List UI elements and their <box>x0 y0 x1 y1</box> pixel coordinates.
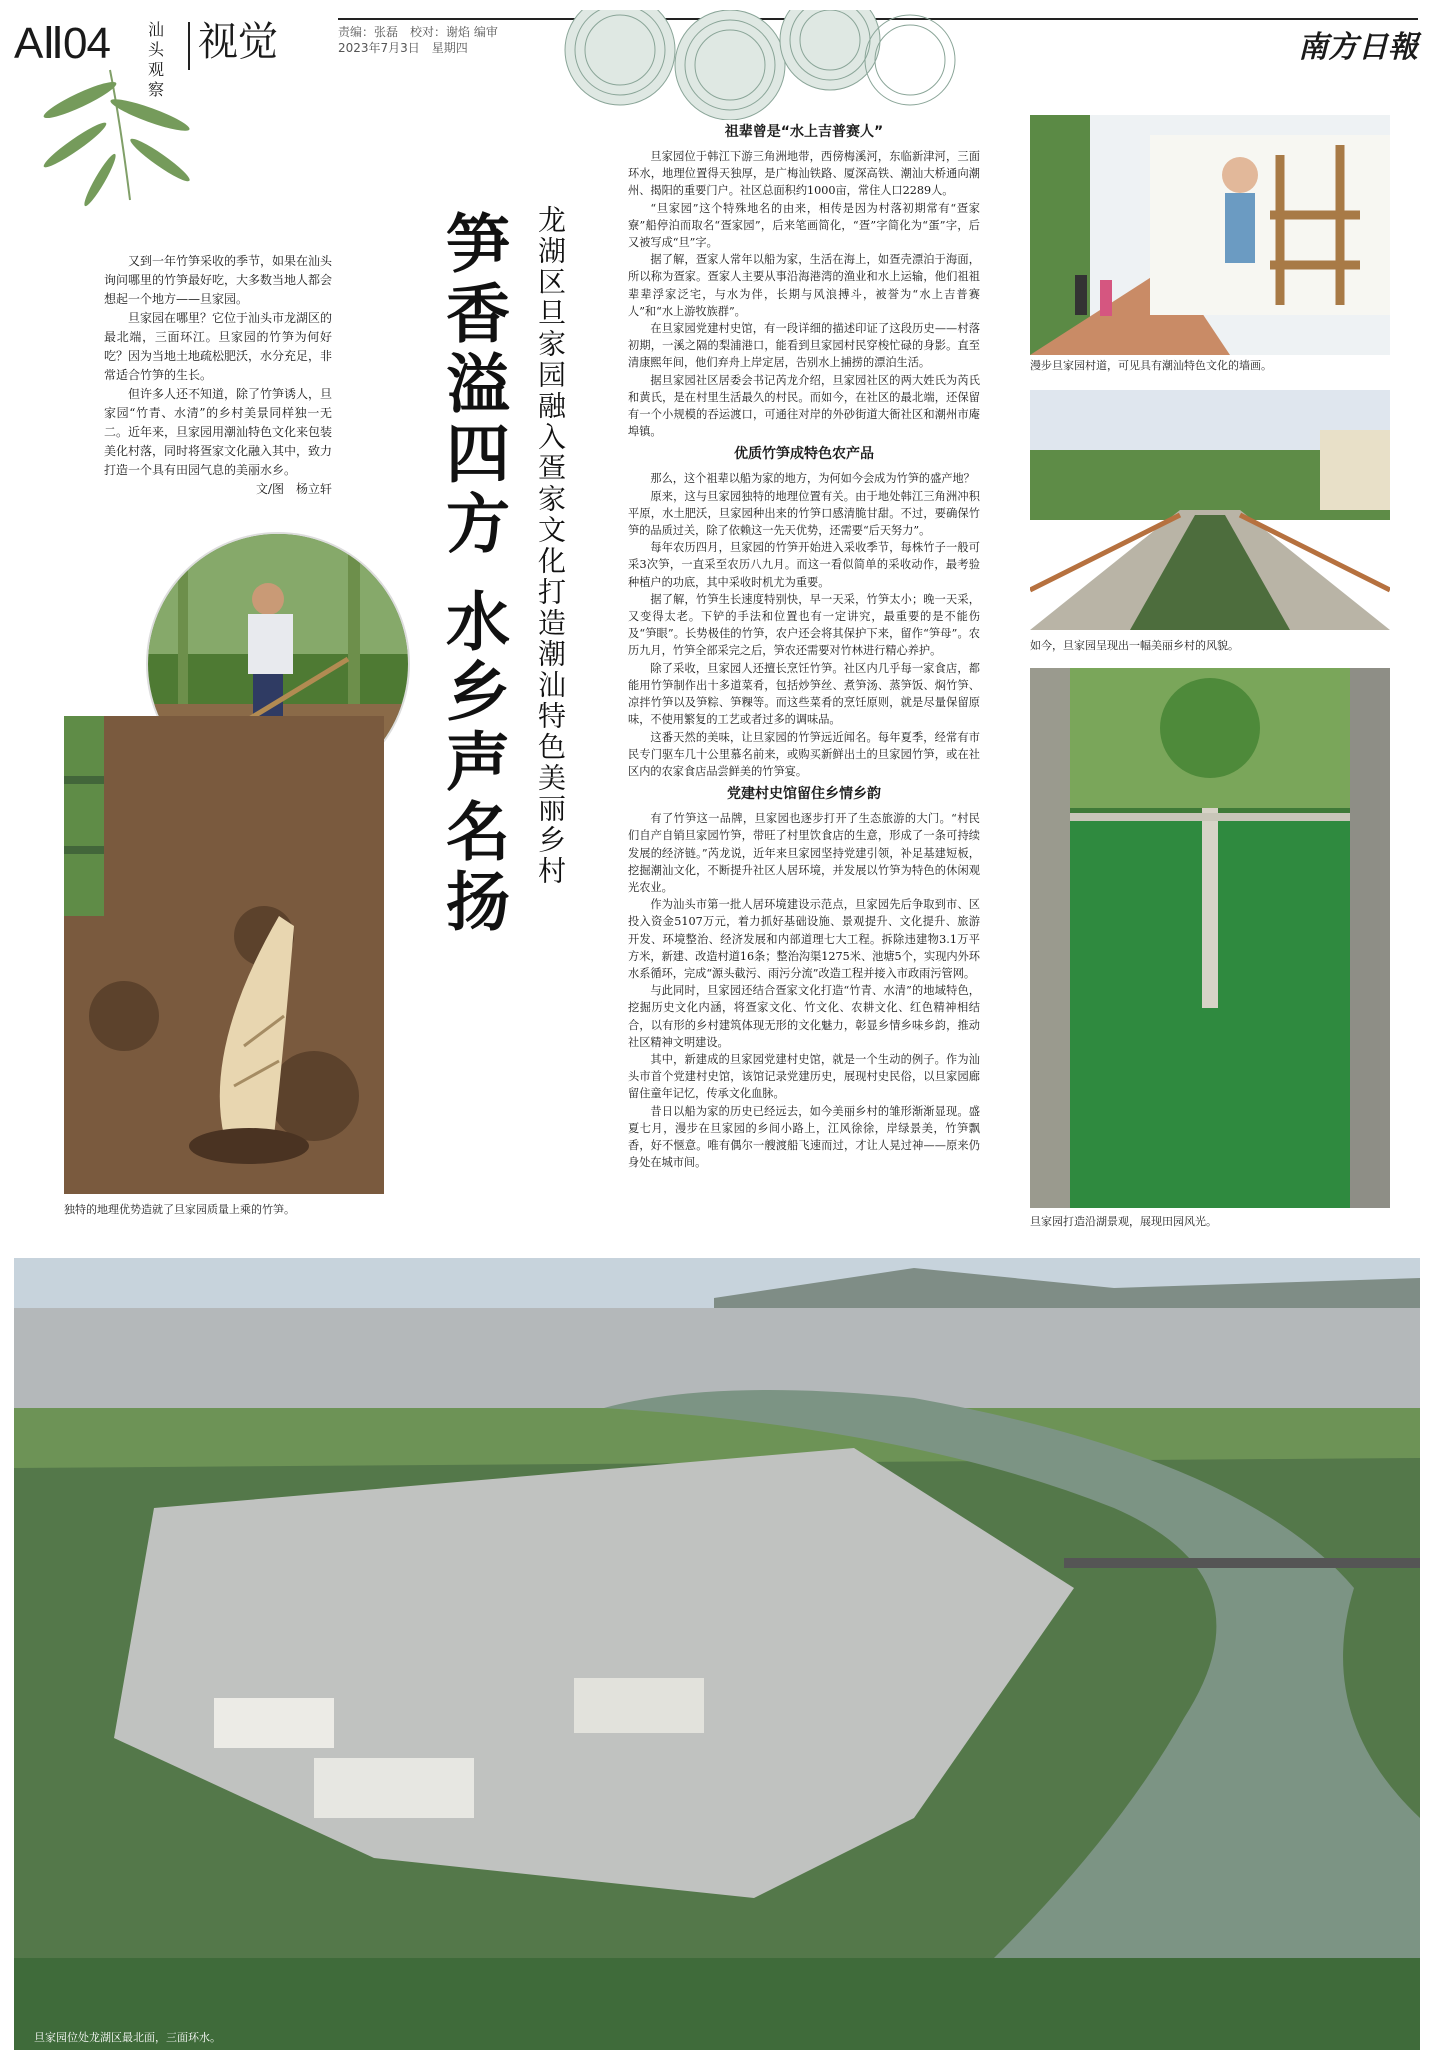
lotus-park-caption: 旦家园打造沿湖景观，展现田园风光。 <box>1030 1215 1217 1228</box>
date-line: 2023年7月3日 星期四 <box>338 41 468 55</box>
mural-caption: 漫步旦家园村道，可见具有潮汕特色文化的墙画。 <box>1030 359 1272 372</box>
newspaper-logo: 南方日報 <box>1298 30 1418 65</box>
article-paragraph: 在旦家园党建村史馆，有一段详细的描述印证了这段历史——村落初期，一溪之隔的梨浦港口，能看到旦家园村民穿梭忙碌的身影。直至清康熙年间，他们弃舟上岸定居，告别水上捕捞的漂泊生活。 <box>628 322 980 370</box>
article-paragraph: 据了解，竹笋生长速度特别快，早一天采，竹笋太小；晚一天采，又变得太老。下铲的手法和位置也有一定讲究，最重要的是不能伤及“笋眼”。长势极佳的竹笋，农户还会将其保护下来，留作“笋母”。农历九月，竹笋全部采完之后，笋农还需要对竹林进行精心养护。 <box>628 592 980 658</box>
intro-text <box>104 252 332 499</box>
intro-paragraph: 旦家园在哪里？它位于汕头市龙湖区的最北端，三面环江。旦家园的竹笋为何好吃？因为当地土地疏松肥沃，水分充足，非常适合竹笋的生长。 <box>104 311 333 382</box>
article-paragraph: 作为汕头市第一批人居环境建设示范点，旦家园先后争取到市、区投入资金5107万元，着力抓好基础设施、景观提升、文化提升、旅游开发、环境整治、经济发展和内部道理七大工程。拆除违建物3.1万平方米，新建、改造村道16条；整治沟渠1275米、池塘5个，实现内外环水系循环，完成“源头截污、雨污分流”改造工程并接入市政雨污管网。 <box>628 898 980 980</box>
article-paragraph: 其中，新建成的旦家园党建村史馆，就是一个生动的例子。作为汕头市首个党建村史馆，该馆记录党建历史，展现村史民俗，以旦家园廊留住童年记忆，传承文化血脉。 <box>628 1052 980 1101</box>
section-heading: 祖辈曾是“水上吉普赛人” <box>724 124 884 140</box>
article-paragraph: 这番天然的美味，让旦家园的竹笋远近闻名。每年夏季，经常有市民专门驱车几十公里慕名前来，或购买新鲜出土的旦家园竹笋，或在社区内的农家食店品尝鲜美的竹笋宴。 <box>628 730 980 778</box>
byline: 文/图 杨立轩 <box>255 482 332 496</box>
bamboo-shoot-photo <box>64 716 384 1194</box>
editors-info <box>338 24 498 56</box>
canal-photo <box>1030 390 1390 630</box>
canal-caption: 如今，旦家园呈现出一幅美丽乡村的风貌。 <box>1030 639 1239 652</box>
article-paragraph: 原来，这与旦家园独特的地理位置有关。由于地处韩江三角洲冲积平原，水土肥沃，旦家园种出来的竹笋口感清脆甘甜。不过，要确保竹笋的品质过关，除了依赖这一先天优势，还需要“后天努力”。 <box>628 489 980 538</box>
article-paragraph: “旦家园”这个特殊地名的由来，相传是因为村落初期常有“疍家寮”船停泊而取名“疍家园”，后来笔画简化，“疍”字简化为“蛋”字，后又被写成“旦”字。 <box>628 201 980 250</box>
article-paragraph: 昔日以船为家的历史已经远去，如今美丽乡村的雏形渐渐显现。盛夏七月，漫步在旦家园的乡间小路上，江风徐徐，岸绿景美，竹笋飘香，好不惬意。唯有偶尔一艘渡船飞速而过，才让人晃过神——原来仍身处在城市间。 <box>628 1104 980 1170</box>
aerial-caption: 旦家园位处龙湖区最北面，三面环水。 <box>34 2031 221 2044</box>
section-name: 汕头观察 <box>148 20 165 99</box>
article-paragraph: 据旦家园社区居委会书记芮龙介绍，旦家园社区的两大姓氏为芮氏和黄氏，是在村里生活最久的村民。而如今，在社区的最北端，还保留有一个小规模的吞运渡口，可通往对岸的外砂街道大衙社区和潮州市庵埠镇。 <box>628 373 980 439</box>
decorative-circles <box>560 10 960 120</box>
article-paragraph: 每年农历四月，旦家园的竹笋开始进入采收季节，每株竹子一般可采3次笋，一直采至农历八九月。而这一看似简单的采收动作，最考验种植户的功底，其中采收时机尤为重要。 <box>628 541 980 589</box>
article-paragraph: 那么，这个祖辈以船为家的地方，为何如今会成为竹笋的盛产地？ <box>650 472 975 486</box>
mural-photo <box>1030 115 1390 355</box>
article-paragraph: 有了竹笋这一品牌，旦家园也逐步打开了生态旅游的大门。“村民们自产自销旦家园竹笋，带旺了村里饮食店的生意，形成了一条可持续发展的经济链。”芮龙说，近年来旦家园坚持党建引领，补足基建短板，挖掘潮汕文化，不断提升社区人居环境，并发展以竹笋为特色的休闲观光农业。 <box>628 812 980 894</box>
sub-headline: 龙湖区旦家园融入疍家文化打造潮汕特色美丽乡村 <box>534 205 567 887</box>
section-heading: 党建村史馆留住乡情乡韵 <box>727 786 881 803</box>
article-paragraph: 旦家园位于韩江下游三角洲地带，西傍梅溪河，东临新津河，三面环水，地理位置得天独厚，是广梅汕铁路、厦深高铁、潮汕大桥通向潮州、揭阳的重要门户。社区总面积约1000亩，常住人口2289人。 <box>628 150 980 198</box>
main-headline: 笋香溢四方 水乡声名扬 <box>435 210 510 939</box>
bamboo-leaves-decoration <box>20 60 210 210</box>
aerial-photo <box>14 1258 1420 2050</box>
page-code: AⅡ04 <box>14 19 110 68</box>
bamboo-shoot-caption: 独特的地理优势造就了旦家园质量上乘的竹笋。 <box>64 1203 295 1216</box>
intro-paragraph: 但许多人还不知道，除了竹笋诱人，旦家园“竹青、水清”的乡村美景同样独一无二。近年来，旦家园用潮汕特色文化来包装美化村落，同时将疍家文化融入其中，致力打造一个具有田园气息的美丽水乡。 <box>104 387 333 477</box>
intro-paragraph: 又到一年竹笋采收的季节，如果在汕头询问哪里的竹笋最好吃，大多数当地人都会想起一个地方——旦家园。 <box>104 254 333 306</box>
editors-line: 责编：张磊 校对：谢焰 编审 <box>338 25 498 39</box>
article-body <box>628 118 980 1171</box>
section-heading: 优质竹笋成特色农产品 <box>734 446 874 463</box>
masthead-divider <box>188 22 190 70</box>
lotus-park-photo <box>1030 668 1390 1208</box>
article-paragraph: 据了解，疍家人常年以船为家，生活在海上，如疍壳漂泊于海面，所以称为疍家。疍家人主要从事沿海港湾的渔业和水上运输，他们祖祖辈辈浮家泛宅，与水为伴，长期与风浪搏斗，被誉为“水上吉普赛人”和“水上游牧族群”。 <box>628 253 980 318</box>
column-name: 视觉 <box>198 19 278 65</box>
article-paragraph: 除了采收，旦家园人还擅长烹饪竹笋。社区内几乎每一家食店，都能用竹笋制作出十多道菜肴，包括炒笋丝、煮笋汤、蒸笋饭、焖竹笋、凉拌竹笋以及笋粽、笋粿等。而这些菜肴的烹饪原则，就是尽量保留原味，不使用繁复的工艺或者过多的调味品。 <box>628 661 980 727</box>
article-paragraph: 与此同时，旦家园还结合疍家文化打造“竹青、水清”的地域特色，挖掘历史文化内涵，将疍家文化、竹文化、农耕文化、红色精神相结合，以有形的乡村建筑体现无形的文化魅力，彰显乡情乡味乡韵，推动社区精神文明建设。 <box>628 984 980 1049</box>
